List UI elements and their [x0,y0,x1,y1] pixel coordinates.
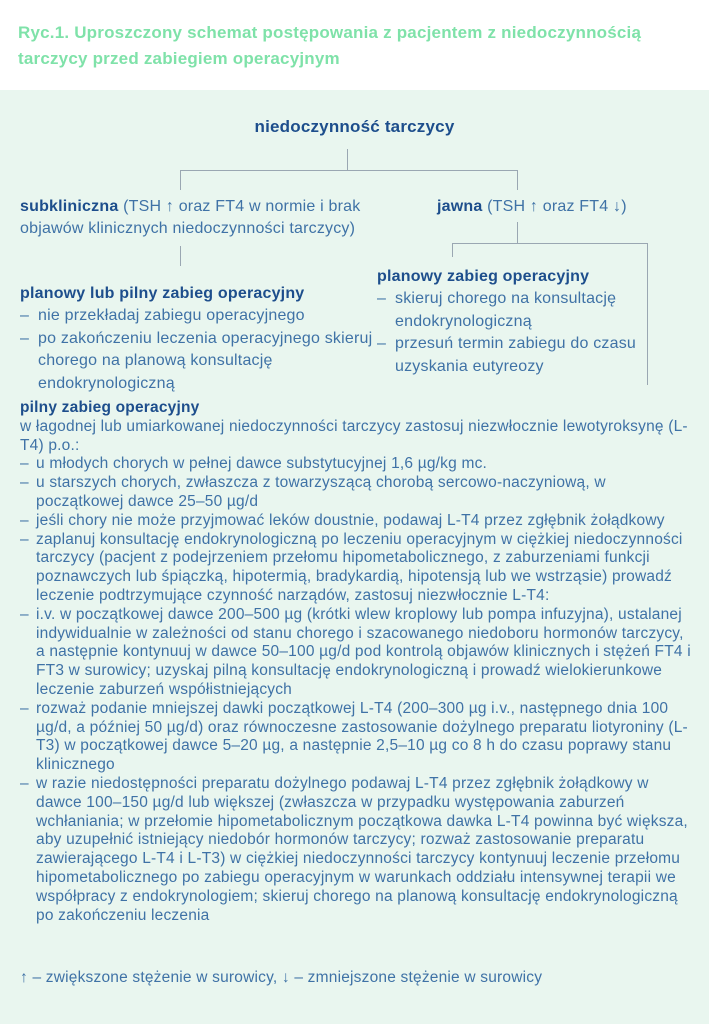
box-subclinical-surgery-title: planowy lub pilny zabieg operacyjny [20,285,305,302]
connector-branch-left-drop [180,170,181,190]
connector-root-stem [347,149,348,170]
connector-subclinical-stem [180,246,181,266]
list-item: – rozważ podanie mniejszej dawki początkowej L-T4 (200–300 µg i.v., następnego dnia 100 µg/d, a później 50 µg/d) oraz równoczesne zastosowanie dożylnego preparatu liotyroniny (L-T3) w początkowej dawce 5–20 µg, a następnie 2,5–10 µg co 8 h do czasu poprawy stanu klinicznego [20,700,696,775]
flowchart-panel [0,90,709,1024]
root-node-hypothyroidism: niedoczynność tarczycy [254,117,455,136]
branch-overt [437,196,697,218]
connector-branch-bar [180,170,518,171]
figure-caption: Ryc.1. Uproszczony schemat postępowania z pacjentem z niedoczynnością tarczycy przed zabiegiem operacyjnym [18,23,642,68]
box-overt-urgent-surgery [20,399,696,925]
branch-overt-definition: (TSH ↑ oraz FT4 ↓) [482,198,627,215]
branch-subclinical-definition: (TSH ↑ oraz FT4 w normie i brak objawów klinicznych niedoczynności tarczycy) [20,198,361,238]
list-item: – i.v. w początkowej dawce 200–500 µg (krótki wlew kroplowy lub pompa infuzyjna), ustalanej indywidualnie w zależności od stanu chorego i szacowanego niedoboru hormonów tarczycy, a następnie kontynuuj w dawce 50–100 µg/d pod kontrolą objawów klinicznych i stężeń FT4 i FT3 w surowicy; uzyskaj pilną konsultację endokrynologiczną i prowadź wielokierunkowe leczenie zaburzeń współistniejących [20,606,696,700]
connector-overt-left-drop [452,243,453,257]
list-item: – jeśli chory nie może przyjmować leków doustnie, podawaj L-T4 przez zgłębnik żołądkowy [20,512,696,531]
arrow-legend: ↑ – zwiększone stężenie w surowicy, ↓ – zmniejszone stężenie w surowicy [20,969,543,986]
connector-overt-bar [452,243,648,244]
box-subclinical-surgery [20,283,376,395]
list-item: – u starszych chorych, zwłaszcza z towarzyszącą chorobą sercowo-naczyniową, w początkowej dawce 25–50 µg/d [20,474,696,512]
urgent-intro: w łagodnej lub umiarkowanej niedoczynności tarczycy zastosuj niezwłocznie lewotyroksynę (L-T4) p.o.: [20,417,688,454]
branch-subclinical-term: subkliniczna [20,198,119,215]
list-item: – skieruj chorego na konsultację endokrynologiczną [377,288,677,333]
box-overt-planned-surgery [377,266,677,378]
connector-branch-right-drop [517,170,518,190]
connector-overt-stem [517,222,518,243]
list-item: – w razie niedostępności preparatu dożylnego podawaj L-T4 przez zgłębnik żołądkowy w dawce 100–150 µg/d lub większej (zwłaszcza w przypadku występowania zaburzeń wchłaniania; w przełomie hipometabolicznym początkowa dawka L-T4 powinna być większa, aby uzupełnić istniejący niedobór hormonów tarczycy; rozważ zastosowanie preparatu zawierającego L-T4 i L-T3) w ciężkiej niedoczynności tarczycy kontynuuj leczenie przełomu hipometabolicznego po zabiegu operacyjnym w warunkach oddziału intensywnej terapii we współpracy z endokrynologiem; skieruj chorego na planową konsultację endokrynologiczną po zakończeniu leczenia [20,775,696,925]
box-overt-urgent-surgery-list [20,455,696,925]
list-item: – zaplanuj konsultację endokrynologiczną po leczeniu operacyjnym w ciężkiej niedoczynności tarczycy (pacjent z podejrzeniem przełomu hipometabolicznego, z zaburzeniami funkcji poznawczych lub śpiączką, hipotermią, bradykardią, hipotensją lub we wstrząsie) prowadź leczenie podtrzymujące czynność narządów, zastosuj niezwłocznie L-T4: [20,531,696,606]
list-item: – u młodych chorych w pełnej dawce substytucyjnej 1,6 µg/kg mc. [20,455,696,474]
box-subclinical-surgery-list [20,305,376,395]
box-overt-planned-surgery-title: planowy zabieg operacyjny [377,268,590,285]
list-item: – po zakończeniu leczenia operacyjnego skieruj chorego na planową konsultację endokrynologiczną [20,328,376,395]
box-overt-urgent-surgery-title: pilny zabieg operacyjny [20,399,200,416]
branch-subclinical [20,196,376,241]
branch-overt-term: jawna [437,198,483,215]
list-item: – nie przekładaj zabiegu operacyjnego [20,305,376,327]
box-overt-planned-surgery-list [377,288,677,378]
list-item: – przesuń termin zabiegu do czasu uzyskania eutyreozy [377,333,677,378]
